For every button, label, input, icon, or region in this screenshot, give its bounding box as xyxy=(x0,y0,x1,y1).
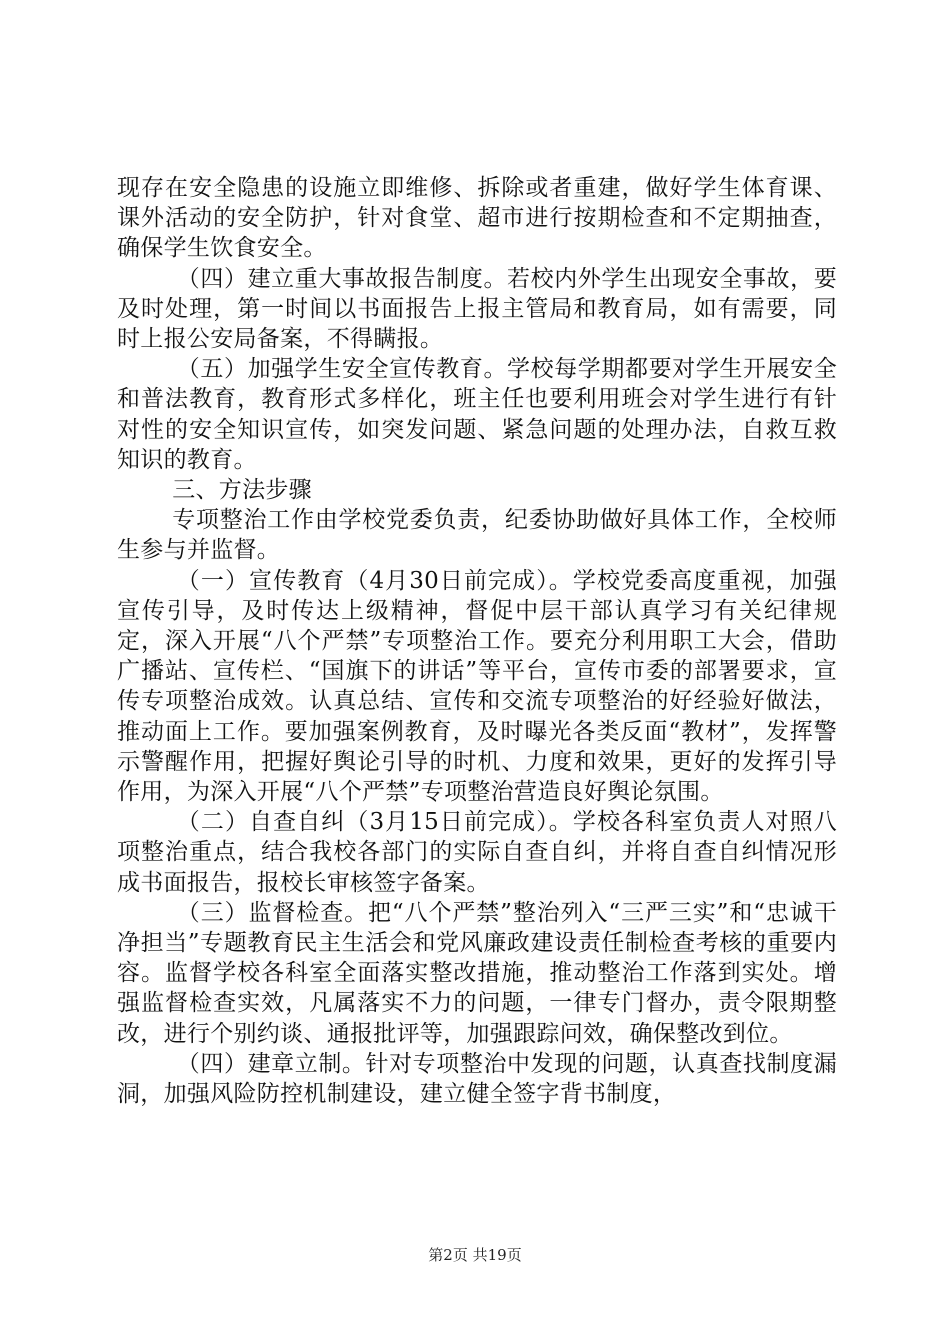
paragraph-accident-reporting: （四）建立重大事故报告制度。若校内外学生出现安全事故，要及时处理，第一时间以书面报告上报主管局和教育局，如有需要，同时上报公安局备案，不得瞒报。 xyxy=(117,265,837,353)
paragraph-responsibility: 专项整治工作由学校党委负责，纪委协助做好具体工作，全校师生参与并监督。 xyxy=(117,507,837,564)
paragraph-continuation: 现存在安全隐患的设施立即维修、拆除或者重建，做好学生体育课、课外活动的安全防护，针对食堂、超市进行按期检查和不定期抽查，确保学生饮食安全。 xyxy=(117,175,837,262)
paragraph-supervision: （三）监督检查。把“八个严禁”整治列入“三严三实”和“忠诚干净担当”专题教育民主生活会和党风廉政建设责任制检查考核的重要内容。监督学校各科室全面落实整改措施，推动整治工作落到实处。增强监督检查实效，凡属落实不力的问题，一律专门督办，责令限期整改，进行个别约谈、通报批评等，加强跟踪问效，确保整改到位。 xyxy=(117,899,837,1047)
paragraph-safety-education: （五）加强学生安全宣传教育。学校每学期都要对学生开展安全和普法教育，教育形式多样化，班主任也要利用班会对学生进行有针对性的安全知识宣传，如突发问题、紧急问题的处理办法，自救互救知识的教育。 xyxy=(117,356,837,473)
paragraph-publicity: （一）宣传教育（4月30日前完成）。学校党委高度重视，加强宣传引导，及时传达上级精神，督促中层干部认真学习有关纪律规定，深入开展“八个严禁”专项整治工作。要充分利用职工大会，借助广播站、宣传栏、“国旗下的讲话”等平台，宣传市委的部署要求，宣传专项整治成效。认真总结、宣传和交流专项整治的好经验好做法，推动面上工作。要加强案例教育，及时曝光各类反面“教材”，发挥警示警醒作用，把握好舆论引导的时机、力度和效果，更好的发挥引导作用，为深入开展“八个严禁”专项整治营造良好舆论氛围。 xyxy=(117,567,837,806)
document-body xyxy=(117,173,837,1109)
paragraph-self-inspection: （二）自查自纠（3月15日前完成）。学校各科室负责人对照八项整治重点，结合我校各部门的实际自查自纠，并将自查自纠情况形成书面报告，报校长审核签字备案。 xyxy=(117,809,837,896)
section-heading-methods: 三、方法步骤 xyxy=(172,477,312,504)
paragraph-rules: （四）建章立制。针对专项整治中发现的问题，认真查找制度漏洞，加强风险防控机制建设，建立健全签字背书制度， xyxy=(117,1050,837,1108)
page-footer: 第2页 共19页 xyxy=(428,1246,522,1264)
